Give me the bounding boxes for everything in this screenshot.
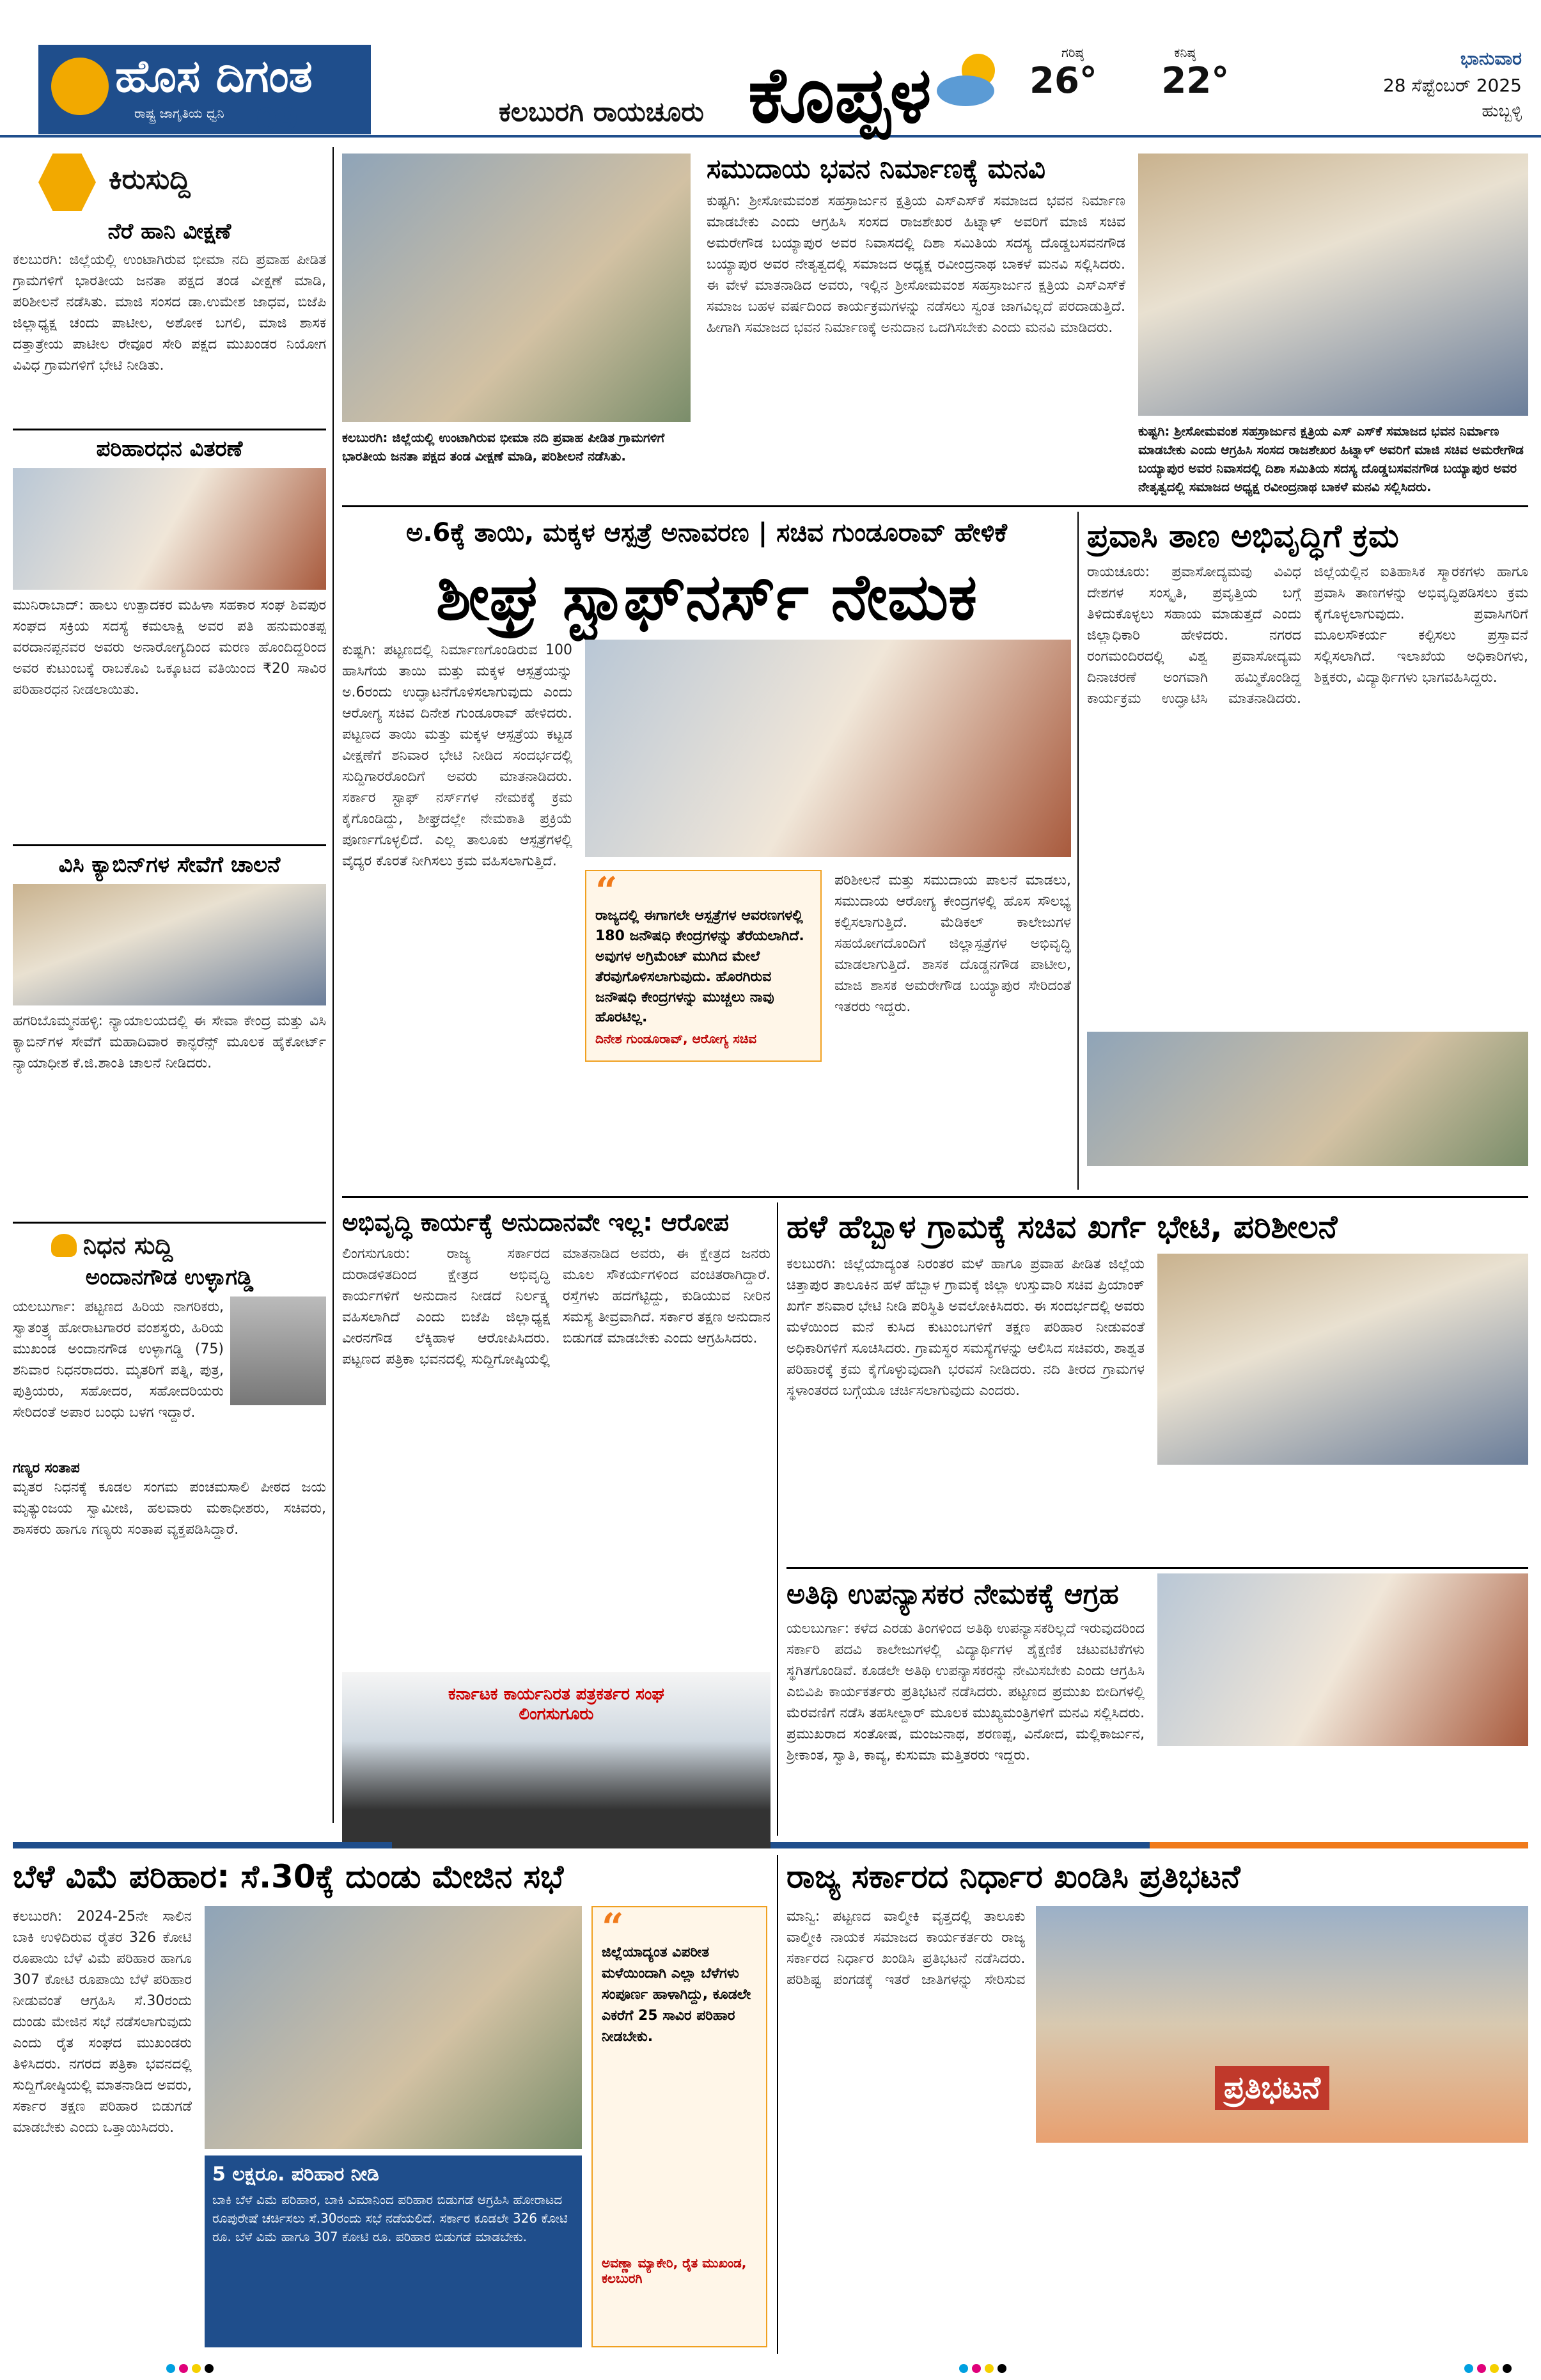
story-headline[interactable]: ಹಳೆ ಹೆಬ್ಬಾಳ ಗ್ರಾಮಕ್ಕೆ ಸಚಿವ ಖರ್ಗೆ ಭೇಟಿ, ಪರಿಶೀಲನೆ [786, 1208, 1338, 1245]
column-divider [777, 1855, 778, 2354]
obituary-section-title: ನಿಧನ ಸುದ್ದಿ [83, 1231, 173, 1260]
lead-headline[interactable]: ಶೀಘ್ರ ಸ್ಟಾಫ್‌ನರ್ಸ್ ನೇಮಕ [435, 560, 978, 634]
news-photo [205, 1906, 582, 2149]
print-registration-marks [166, 2363, 217, 2376]
sidebar-item-headline[interactable]: ವಿಸಿ ಕ್ಯಾಬಿನ್‌ಗಳ ಸೇವೆಗೆ ಚಾಲನೆ [13, 844, 326, 878]
masthead [0, 0, 1541, 138]
sidebar [13, 144, 326, 1820]
sidebar-section-title: ಕಿರುಸುದ್ದಿ [109, 163, 191, 196]
pull-quote [585, 870, 822, 1062]
paper-tagline: ರಾಷ್ಟ್ರ ಜಾಗೃತಿಯ ಧ್ವನಿ [134, 106, 224, 121]
news-photo [585, 640, 1071, 857]
community-photo-box [1138, 154, 1528, 499]
lead-body-1: ಕುಷ್ಟಗಿ: ಪಟ್ಟಣದಲ್ಲಿ ನಿರ್ಮಾಣಗೊಂಡಿರುವ 100 ಹಾಸಿಗೆಯ ತಾಯಿ ಮತ್ತು ಮಕ್ಕಳ ಆಸ್ಪತ್ರೆಯನ್ನು ಅ.6ರಂದು ಉದ್ಘಾಟನೆಗೊಳಿಸಲಾಗುವುದು ಎಂದು ಆರೋಗ್ಯ ಸಚಿವ ದಿನೇಶ ಗುಂಡೂರಾವ್ ಹೇಳಿದರು. ಪಟ್ಟಣದ ತಾಯಿ ಮತ್ತು ಮಕ್ಕಳ ಆಸ್ಪತ್ರೆಯ ಕಟ್ಟಡ ವೀಕ್ಷಣೆಗೆ ಶನಿವಾರ ಭೇಟಿ ನೀಡಿದ ಸಂದರ್ಭದಲ್ಲಿ ಸುದ್ದಿಗಾರರೊಂದಿಗೆ ಅವರು ಮಾತನಾಡಿದರು. ಸರ್ಕಾರ ಸ್ಟಾಫ್ ನರ್ಸ್‌ಗಳ ನೇಮಕಕ್ಕೆ ಕ್ರಮ ಕೈಗೊಂಡಿದ್ದು, ಶೀಘ್ರದಲ್ಲೇ ನೇಮಕಾತಿ ಪ್ರಕ್ರಿಯೆ ಪೂರ್ಣಗೊಳ್ಳಲಿದೆ. ಎಲ್ಲ ತಾಲೂಕು ಆಸ್ಪತ್ರೆಗಳಲ್ಲಿ ವೈದ್ಯರ ಕೊರತೆ ನೀಗಿಸಲು ಕ್ರಮ ವಹಿಸಲಾಗುತ್ತಿದೆ. [342, 642, 572, 869]
column-divider [1077, 512, 1079, 1190]
quote-attribution: ಅವಣ್ಣಾ ಮ್ಯಾಕೇರಿ, ರೈತ ಮುಖಂಡ, ಕಲಬುರಗಿ [602, 2255, 747, 2286]
story-community-hall [707, 147, 1125, 499]
quote-mark-icon: “ [602, 1905, 624, 1950]
temp-max-label: ಗರಿಷ್ಠ [1061, 45, 1084, 60]
news-photo [1138, 154, 1528, 416]
edition-district: ಕೊಪ್ಪಳ [748, 51, 932, 140]
print-registration-marks [959, 2363, 1010, 2376]
story-headline[interactable]: ಅತಿಥಿ ಉಪನ್ಯಾಸಕರ ನೇಮಕಕ್ಕೆ ಆಗ್ರಹ [786, 1578, 1119, 1611]
news-photo [342, 1672, 770, 1845]
row-divider [786, 1567, 1528, 1569]
obituary-body: ಯಲಬುರ್ಗಾ: ಪಟ್ಟಣದ ಹಿರಿಯ ನಾಗರಿಕರು, ಸ್ವಾತಂತ್ರ್ಯ ಹೋರಾಟಗಾರರ ವಂಶಸ್ಥರು, ಹಿರಿಯ ಮುಖಂಡ ಅಂದಾನಗೌಡ ಉಳ್ಳಾಗಡ್ಡಿ (75) ಶನಿವಾರ ನಿಧನರಾದರು. ಮೃತರಿಗೆ ಪತ್ನಿ, ಪುತ್ರ, ಪುತ್ರಿಯರು, ಸಹೋದರ, ಸಹೋದರಿಯರು ಸೇರಿದಂತೆ ಅಪಾರ ಬಂಧು ಬಳಗ ಇದ್ದಾರೆ. [13, 1299, 224, 1421]
temp-min-label: ಕನಿಷ್ಠ [1174, 45, 1196, 60]
story-protest [786, 1855, 1528, 2354]
quote-attribution: ದಿನೇಶ ಗುಂಡೂರಾವ್, ಆರೋಗ್ಯ ಸಚಿವ [595, 1031, 757, 1046]
section-bar [13, 1842, 1528, 1848]
news-photo [13, 468, 326, 590]
sidebar-item-body: ಹಗರಿಬೊಮ್ಮನಹಳ್ಳಿ: ನ್ಯಾಯಾಲಯದಲ್ಲಿ ಈ ಸೇವಾ ಕೇಂದ್ರ ಮತ್ತು ವಿಸಿ ಕ್ಯಾಬಿನ್‌ಗಳ ಸೇವೆಗೆ ಮಹಾದಿವಾರ ಕಾನ್ಫರೆನ್ಸ್ ಮೂಲಕ ಹೈಕೋರ್ಟ್ ನ್ಯಾಯಾಧೀಶ ಕೆ.ಜಿ.ಶಾಂತಿ ಚಾಲನೆ ನೀಡಿದರು. [13, 1013, 326, 1072]
sidebar-header [13, 144, 326, 214]
edition-cities: ಕಲಬುರಗಿ ರಾಯಚೂರು [499, 96, 704, 127]
story-headline[interactable]: ಸಮುದಾಯ ಭವನ ನಿರ್ಮಾಣಕ್ಕೆ ಮನವಿ [707, 153, 1046, 184]
temp-min: 22° [1161, 60, 1230, 102]
row-divider [342, 1196, 1528, 1198]
lamp-icon [51, 1234, 77, 1257]
lead-story [342, 512, 1071, 1190]
story-flood [342, 154, 691, 499]
row-divider [342, 505, 1528, 507]
tribute-body: ಮೃತರ ನಿಧನಕ್ಕೆ ಕೂಡಲ ಸಂಗಮ ಪಂಚಮಸಾಲಿ ಪೀಠದ ಜಯ ಮೃತ್ಯುಂಜಯ ಸ್ವಾಮೀಜಿ, ಹಲವಾರು ಮಠಾಧೀಶರು, ಸಚಿವರು, ಶಾಸಕರು ಹಾಗೂ ಗಣ್ಯರು ಸಂತಾಪ ವ್ಯಕ್ತಪಡಿಸಿದ್ದಾರೆ. [13, 1479, 326, 1538]
temperature-block [1017, 45, 1324, 102]
obituary-header [13, 1222, 326, 1261]
sidebar-item-headline[interactable]: ನೆರೆ ಹಾನಿ ವೀಕ್ಷಣೆ [107, 219, 231, 244]
partly-cloudy-icon [934, 45, 1010, 115]
quote-text: ರಾಜ್ಯದಲ್ಲಿ ಈಗಾಗಲೇ ಆಸ್ಪತ್ರೆಗಳ ಆವರಣಗಳಲ್ಲಿ 180 ಜನೌಷಧಿ ಕೇಂದ್ರಗಳನ್ನು ತೆರೆಯಲಾಗಿದೆ. ಅವುಗಳ ಅಗ್ರಿಮೆಂಟ್ ಮುಗಿದ ಮೇಲೆ ತೆರವುಗೊಳಿಸಲಾಗುವುದು. ಹೊರಗಿರುವ ಜನೌಷಧಿ ಕೇಂದ್ರಗಳನ್ನು ಮುಚ್ಚಲು ನಾವು ಹೊರಟಿಲ್ಲ. [595, 908, 804, 1026]
story-body: ಮಾನ್ವಿ: ಪಟ್ಟಣದ ವಾಲ್ಮೀಕಿ ವೃತ್ತದಲ್ಲಿ ತಾಲೂಕು ವಾಲ್ಮೀಕಿ ನಾಯಕ ಸಮಾಜದ ಕಾರ್ಯಕರ್ತರು ರಾಜ್ಯ ಸರ್ಕಾರದ ನಿರ್ಧಾರ ಖಂಡಿಸಿ ಪ್ರತಿಭಟನೆ ನಡೆಸಿದರು. ಪರಿಶಿಷ್ಟ ಪಂಗಡಕ್ಕೆ ಇತರೆ ಜಾತಿಗಳನ್ನು ಸೇರಿಸುವ [786, 1909, 1026, 1988]
issue-date: 28 ಸೆಪ್ಟೆಂಬರ್ 2025 [1382, 75, 1522, 96]
sidebar-item-body: ಕಲಬುರಗಿ: ಜಿಲ್ಲೆಯಲ್ಲಿ ಉಂಟಾಗಿರುವ ಭೀಮಾ ನದಿ ಪ್ರವಾಹ ಪೀಡಿತ ಗ್ರಾಮಗಳಿಗೆ ಭಾರತೀಯ ಜನತಾ ಪಕ್ಷದ ತಂಡ ವೀಕ್ಷಣೆ ಮಾಡಿ, ಪರಿಶೀಲನೆ ನಡೆಸಿತು. ಮಾಜಿ ಸಂಸದ ಡಾ.ಉಮೇಶ ಜಾಧವ, ಬಿಜೆಪಿ ಜಿಲ್ಲಾಧ್ಯಕ್ಷ ಚಂದು ಪಾಟೀಲ, ಅಶೋಕ ಬಗಲಿ, ಮಾಜಿ ಶಾಸಕ ದತ್ತಾತ್ರೇಯ ಪಾಟೀಲ ರೇವೂರ ಸೇರಿ ಪಕ್ಷದ ಮುಖಂಡರ ನಿಯೋಗ ವಿವಿಧ ಗ್ರಾಮಗಳಿಗೆ ಭೇಟಿ ನೀಡಿತು. [13, 252, 326, 374]
obituary-name: ಅಂದಾನಗೌಡ ಉಳ್ಳಾಗಡ್ಡಿ [85, 1265, 254, 1291]
news-photo [1157, 1254, 1528, 1465]
photo-caption: ಕುಷ್ಟಗಿ: ಶ್ರೀಸೋಮವಂಶ ಸಹಸ್ರಾರ್ಜುನ ಕ್ಷತ್ರಿಯ ಎಸ್ ಎಸ್‌ಕೆ ಸಮಾಜದ ಭವನ ನಿರ್ಮಾಣ ಮಾಡಬೇಕು ಎಂದು ಆಗ್ರಹಿಸಿ ಸಂಸದ ರಾಜಶೇಖರ ಹಿಟ್ನಾಳ್ ಅವರಿಗೆ ಮಾಜಿ ಸಚಿವ ಅಮರೇಗೌಡ ಬಯ್ಯಾಪುರ ಅವರ ನಿವಾಸದಲ್ಲಿ ದಿಶಾ ಸಮಿತಿಯ ಸದಸ್ಯ ದೊಡ್ಡಬಸವನಗೌಡ ಬಯ್ಯಾಪುರ ಅವರ ನೇತೃತ್ವದಲ್ಲಿ ಸಮಾಜದ ಅಧ್ಯಕ್ಷ ರವೀಂದ್ರನಾಥ ಬಾಕಳೆ ಮನವಿ ಸಲ್ಲಿಸಿದರು. [1138, 423, 1524, 494]
sidebar-item-headline[interactable]: ಪರಿಹಾರಧನ ವಿತರಣೆ [13, 429, 326, 462]
page-number: 09 [256, 102, 299, 138]
story-crop-insurance [13, 1855, 767, 2354]
story-headline[interactable]: ಬೆಳೆ ವಿಮೆ ಪರಿಹಾರ: ಸೆ.30ಕ್ಕೆ ದುಂಡು ಮೇಜಿನ ಸಭೆ [13, 1858, 564, 1895]
story-headline[interactable]: ಅಭಿವೃದ್ಧಿ ಕಾರ್ಯಕ್ಕೆ ಅನುದಾನವೇ ಇಲ್ಲ: ಆರೋಪ [342, 1208, 730, 1236]
date-block [1336, 48, 1522, 122]
edition-city: ಹುಬ್ಬಳ್ಳಿ [1482, 102, 1522, 121]
photo-caption-box [205, 2155, 582, 2347]
story-body: ಕಲಬುರಗಿ: 2024-25ನೇ ಸಾಲಿನ ಬಾಕಿ ಉಳಿದಿರುವ ರೈತರ 326 ಕೋಟಿ ರೂಪಾಯಿ ಬೆಳೆ ವಿಮೆ ಪರಿಹಾರ ಹಾಗೂ 307 ಕೋಟಿ ರೂಪಾಯಿ ಬೆಳೆ ಪರಿಹಾರ ನೀಡುವಂತೆ ಆಗ್ರಹಿಸಿ ಸೆ.30ರಂದು ದುಂಡು ಮೇಜಿನ ಸಭೆ ನಡೆಸಲಾಗುವುದು ಎಂದು ರೈತ ಸಂಘದ ಮುಖಂಡರು ತಿಳಿಸಿದರು. ನಗರದ ಪತ್ರಿಕಾ ಭವನದಲ್ಲಿ ಸುದ್ದಿಗೋಷ್ಠಿಯಲ್ಲಿ ಮಾತನಾಡಿದ ಅವರು, ಸರ್ಕಾರ ತಕ್ಷಣ ಪರಿಹಾರ ಬಿಡುಗಡೆ ಮಾಡಬೇಕು ಎಂದು ಒತ್ತಾಯಿಸಿದರು. [13, 1909, 192, 2136]
weekday: ಭಾನುವಾರ [1460, 48, 1522, 69]
story-headline[interactable]: ಪ್ರವಾಸಿ ತಾಣ ಅಭಿವೃದ್ಧಿಗೆ ಕ್ರಮ [1087, 517, 1399, 555]
column-divider [332, 147, 334, 1823]
quote-mark-icon: “ [595, 869, 618, 914]
logo-emblem-icon [51, 58, 109, 115]
column-divider [777, 1202, 778, 1836]
sidebar-item-body: ಮುನಿರಾಬಾದ್: ಹಾಲು ಉತ್ಪಾದಕರ ಮಹಿಳಾ ಸಹಕಾರ ಸಂಘ ಶಿವಪುರ ಸಂಘದ ಸಕ್ರಿಯ ಸದಸ್ಯೆ ಕಮಲಾಕ್ಷಿ ಅವರ ಪತಿ ಹನುಮಂತಪ್ಪ ವರದಾನಪ್ಪನವರ ಅವರು ಅನಾರೋಗ್ಯದಿಂದ ಮರಣ ಹೊಂದಿದ್ದರಿಂದ ಅವರ ಕುಟುಂಬಕ್ಕೆ ರಾಬಕೊವಿ ಒಕ್ಕೂಟದ ವತಿಯಿಂದ ₹20 ಸಾವಿರ ಪರಿಹಾರಧನ ನೀಡಲಾಯಿತು. [13, 597, 326, 698]
news-photo [1087, 1032, 1528, 1166]
story-kharge [786, 1202, 1528, 1561]
paper-name: ಹೊಸ ದಿಗಂತ [115, 50, 313, 102]
story-body: ಕಲಬುರಗಿ: ಜಿಲ್ಲೆಯಾದ್ಯಂತ ನಿರಂತರ ಮಳೆ ಹಾಗೂ ಪ್ರವಾಹ ಪೀಡಿತ ಜಿಲ್ಲೆಯ ಚಿತ್ತಾಪುರ ತಾಲೂಕಿನ ಹಳೆ ಹೆಬ್ಬಾಳ ಗ್ರಾಮಕ್ಕೆ ಜಿಲ್ಲಾ ಉಸ್ತುವಾರಿ ಸಚಿವ ಪ್ರಿಯಾಂಕ್ ಖರ್ಗೆ ಶನಿವಾರ ಭೇಟಿ ನೀಡಿ ಪರಿಸ್ಥಿತಿ ಅವಲೋಕಿಸಿದರು. ಈ ಸಂದರ್ಭದಲ್ಲಿ ಅವರು ಮಳೆಯಿಂದ ಮನೆ ಕುಸಿದ ಕುಟುಂಬಗಳಿಗೆ ತಕ್ಷಣ ಪರಿಹಾರ ನೀಡುವಂತೆ ಅಧಿಕಾರಿಗಳಿಗೆ ಸೂಚಿಸಿದರು. ಗ್ರಾಮಸ್ಥರ ಸಮಸ್ಯೆಗಳನ್ನು ಆಲಿಸಿದ ಸಚಿವರು, ಶಾಶ್ವತ ಪರಿಹಾರಕ್ಕೆ ಕ್ರಮ ಕೈಗೊಳ್ಳುವುದಾಗಿ ಭರವಸೆ ನೀಡಿದರು. ನದಿ ತೀರದ ಗ್ರಾಮಗಳ ಸ್ಥಳಾಂತರದ ಬಗ್ಗೆಯೂ ಚರ್ಚಿಸಲಾಗುವುದು ಎಂದರು. [786, 1256, 1145, 1399]
protest-banner: ಪ್ರತಿಭಟನೆ [1215, 2066, 1329, 2110]
story-lecturers [786, 1573, 1528, 1836]
quote-text: ಜಿಲ್ಲೆಯಾದ್ಯಂತ ವಿಪರೀತ ಮಳೆಯಿಂದಾಗಿ ಎಲ್ಲಾ ಬೆಳೆಗಳು ಸಂಪೂರ್ಣ ಹಾಳಾಗಿದ್ದು, ಕೂಡಲೇ ಎಕರೆಗೆ 25 ಸಾವಿರ ಪರಿಹಾರ ನೀಡಬೇಕು. [602, 1944, 751, 2045]
news-photo [342, 154, 691, 422]
temp-max: 26° [1029, 60, 1097, 102]
lead-kicker: ಅ.6ಕ್ಕೆ ತಾಯಿ, ಮಕ್ಕಳ ಆಸ್ಪತ್ರೆ ಅನಾವರಣ | ಸಚಿವ ಗುಂಡೂರಾವ್ ಹೇಳಿಕೆ [406, 518, 1007, 548]
pull-quote [591, 1906, 767, 2347]
photo-caption-title: 5 ಲಕ್ಷರೂ. ಪರಿಹಾರ ನೀಡಿ [212, 2163, 379, 2186]
story-body: ಕುಷ್ಟಗಿ: ಶ್ರೀಸೋಮವಂಶ ಸಹಸ್ರಾರ್ಜುನ ಕ್ಷತ್ರಿಯ ಎಸ್‌ಎಸ್‌ಕೆ ಸಮಾಜದ ಭವನ ನಿರ್ಮಾಣ ಮಾಡಬೇಕು ಎಂದು ಆಗ್ರಹಿಸಿ ಸಂಸದ ರಾಜಶೇಖರ ಹಿಟ್ನಾಳ್ ಅವರಿಗೆ ಮಾಜಿ ಸಚಿವ ಅಮರೇಗೌಡ ಬಯ್ಯಾಪುರ ಅವರ ನಿವಾಸದಲ್ಲಿ ದಿಶಾ ಸಮಿತಿಯ ಸದಸ್ಯ ದೊಡ್ಡಬಸವನಗೌಡ ಬಯ್ಯಾಪುರ ಅವರ ನೇತೃತ್ವದಲ್ಲಿ ಸಮಾಜದ ಅಧ್ಯಕ್ಷ ರವೀಂದ್ರನಾಥ ಬಾಕಳೆ ಮನವಿ ಸಲ್ಲಿಸಿದರು. ಈ ವೇಳೆ ಮಾತನಾಡಿದ ಅವರು, ಇಲ್ಲಿನ ಶ್ರೀಸೋಮವಂಶ ಸಹಸ್ರಾರ್ಜುನ ಕ್ಷತ್ರಿಯ ಎಸ್‌ಎಸ್‌ಕೆ ಸಮಾಜ ಬಹಳ ವರ್ಷದಿಂದ ಕಾರ್ಯಕ್ರಮಗಳನ್ನು ನಡೆಸಲು ಸ್ವಂತ ಜಾಗವಿಲ್ಲದೆ ಪರದಾಡುತ್ತಿದೆ. ಹೀಗಾಗಿ ಸಮಾಜದ ಭವನ ನಿರ್ಮಾಣಕ್ಕೆ ಅನುದಾನ ಒದಗಿಸಬೇಕು ಎಂದು ಮನವಿ ಮಾಡಿದರು. [707, 193, 1125, 336]
photo-caption-body: ಬಾಕಿ ಬೆಳೆ ವಿಮೆ ಪರಿಹಾರ, ಬಾಕಿ ವಿಮಾನಿಂದ ಪರಿಹಾರ ಬಿಡುಗಡೆ ಆಗ್ರಹಿಸಿ ಹೋರಾಟದ ರೂಪುರೇಷೆ ಚರ್ಚಿಸಲು ಸೆ.30ರಂದು ಸಭೆ ನಡೆಯಲಿದೆ. ಸರ್ಕಾರ ಕೂಡಲೇ 326 ಕೋಟಿ ರೂ. ಬೆಳೆ ವಿಮೆ ಹಾಗೂ 307 ಕೋಟಿ ರೂ. ಪರಿಹಾರ ಬಿಡುಗಡೆ ಮಾಡಬೇಕು. [212, 2192, 568, 2244]
story-body: ರಾಯಚೂರು: ಪ್ರವಾಸೋದ್ಯಮವು ವಿವಿಧ ದೇಶಗಳ ಸಂಸ್ಕೃತಿ, ಪ್ರವೃತ್ತಿಯ ಬಗ್ಗೆ ತಿಳಿದುಕೊಳ್ಳಲು ಸಹಾಯ ಮಾಡುತ್ತದೆ ಎಂದು ಜಿಲ್ಲಾಧಿಕಾರಿ ಹೇಳಿದರು. ನಗರದ ರಂಗಮಂದಿರದಲ್ಲಿ ವಿಶ್ವ ಪ್ರವಾಸೋದ್ಯಮ ದಿನಾಚರಣೆ ಅಂಗವಾಗಿ ಹಮ್ಮಿಕೊಂಡಿದ್ದ ಕಾರ್ಯಕ್ರಮ ಉದ್ಘಾಟಿಸಿ ಮಾತನಾಡಿದರು. ಜಿಲ್ಲೆಯಲ್ಲಿನ ಐತಿಹಾಸಿಕ ಸ್ಮಾರಕಗಳು ಹಾಗೂ ಪ್ರವಾಸಿ ತಾಣಗಳನ್ನು ಅಭಿವೃದ್ಧಿಪಡಿಸಲು ಕ್ರಮ ಕೈಗೊಳ್ಳಲಾಗುವುದು. ಪ್ರವಾಸಿಗರಿಗೆ ಮೂಲಸೌಕರ್ಯ ಕಲ್ಪಿಸಲು ಪ್ರಸ್ತಾವನೆ ಸಲ್ಲಿಸಲಾಗಿದೆ. ಇಲಾಖೆಯ ಅಧಿಕಾರಿಗಳು, ಶಿಕ್ಷಕರು, ವಿದ್ಯಾರ್ಥಿಗಳು ಭಾಗವಹಿಸಿದ್ದರು. [1087, 563, 1528, 707]
press-banner: ಕರ್ನಾಟಕ ಕಾರ್ಯನಿರತ ಪತ್ರಕರ್ತರ ಸಂಘ ಲಿಂಗಸುಗೂರು [448, 1684, 664, 1724]
story-grant [342, 1202, 770, 1836]
story-body: ಯಲಬುರ್ಗಾ: ಕಳೆದ ಎರಡು ತಿಂಗಳಿಂದ ಅತಿಥಿ ಉಪನ್ಯಾಸಕರಿಲ್ಲದೆ ಇರುವುದರಿಂದ ಸರ್ಕಾರಿ ಪದವಿ ಕಾಲೇಜುಗಳಲ್ಲಿ ವಿದ್ಯಾರ್ಥಿಗಳ ಶೈಕ್ಷಣಿಕ ಚಟುವಟಿಕೆಗಳು ಸ್ಥಗಿತಗೊಂಡಿವೆ. ಕೂಡಲೇ ಅತಿಥಿ ಉಪನ್ಯಾಸಕರನ್ನು ನೇಮಿಸಬೇಕು ಎಂದು ಆಗ್ರಹಿಸಿ ಎಬಿವಿಪಿ ಕಾರ್ಯಕರ್ತರು ಪ್ರತಿಭಟನೆ ನಡೆಸಿದರು. ಪಟ್ಟಣದ ಪ್ರಮುಖ ಬೀದಿಗಳಲ್ಲಿ ಮೆರವಣಿಗೆ ನಡೆಸಿ ತಹಸೀಲ್ದಾರ್ ಮೂಲಕ ಮುಖ್ಯಮಂತ್ರಿಗಳಿಗೆ ಮನವಿ ಸಲ್ಲಿಸಿದರು. ಪ್ರಮುಖರಾದ ಸಂತೋಷ, ಮಂಜುನಾಥ, ಶರಣಪ್ಪ, ವಿನೋದ, ಮಲ್ಲಿಕಾರ್ಜುನ, ಶ್ರೀಕಾಂತ, ಸ್ವಾತಿ, ಕಾವ್ಯ, ಕುಸುಮಾ ಮತ್ತಿತರರು ಇದ್ದರು. [786, 1621, 1145, 1763]
print-registration-marks [1464, 2363, 1515, 2376]
obituary-portrait [230, 1296, 326, 1405]
news-photo [1157, 1573, 1528, 1746]
paper-logo[interactable] [38, 45, 371, 134]
tribute-title: ಗಣ್ಯರ ಸಂತಾಪ [13, 1460, 80, 1477]
news-photo [13, 884, 326, 1005]
lead-body-2: ಪರಿಶೀಲನೆ ಮತ್ತು ಸಮುದಾಯ ಪಾಲನೆ ಮಾಡಲು, ಸಮುದಾಯ ಆರೋಗ್ಯ ಕೇಂದ್ರಗಳಲ್ಲಿ ಹೊಸ ಸೌಲಭ್ಯ ಕಲ್ಪಿಸಲಾಗುತ್ತಿದೆ. ಮೆಡಿಕಲ್ ಕಾಲೇಜುಗಳ ಸಹಯೋಗದೊಂದಿಗೆ ಜಿಲ್ಲಾಸ್ಪತ್ರೆಗಳ ಅಭಿವೃದ್ಧಿ ಮಾಡಲಾಗುತ್ತಿದೆ. ಶಾಸಕ ದೊಡ್ಡನಗೌಡ ಪಾಟೀಲ, ಮಾಜಿ ಶಾಸಕ ಅಮರೇಗೌಡ ಬಯ್ಯಾಪುರ ಸೇರಿದಂತೆ ಇತರರು ಇದ್ದರು. [834, 872, 1071, 1015]
story-headline[interactable]: ರಾಜ್ಯ ಸರ್ಕಾರದ ನಿರ್ಧಾರ ಖಂಡಿಸಿ ಪ್ರತಿಭಟನೆ [786, 1858, 1240, 1895]
photo-caption: ಕಲಬುರಗಿ: ಜಿಲ್ಲೆಯಲ್ಲಿ ಉಂಟಾಗಿರುವ ಭೀಮಾ ನದಿ ಪ್ರವಾಹ ಪೀಡಿತ ಗ್ರಾಮಗಳಿಗೆ ಭಾರತೀಯ ಜನತಾ ಪಕ್ಷದ ತಂಡ ವೀಕ್ಷಣೆ ಮಾಡಿ, ಪರಿಶೀಲನೆ ನಡೆಸಿತು. [342, 430, 665, 464]
pointing-hand-icon [38, 154, 96, 211]
story-body: ಲಿಂಗಸುಗೂರು: ರಾಜ್ಯ ಸರ್ಕಾರದ ದುರಾಡಳಿತದಿಂದ ಕ್ಷೇತ್ರದ ಅಭಿವೃದ್ಧಿ ಕಾರ್ಯಗಳಿಗೆ ಅನುದಾನ ನೀಡದೆ ನಿರ್ಲಕ್ಷ್ಯ ವಹಿಸಲಾಗಿದೆ ಎಂದು ಬಿಜೆಪಿ ಜಿಲ್ಲಾಧ್ಯಕ್ಷ ವೀರನಗೌಡ ಲೆಕ್ಕಿಹಾಳ ಆರೋಪಿಸಿದರು. ಪಟ್ಟಣದ ಪತ್ರಿಕಾ ಭವನದಲ್ಲಿ ಸುದ್ದಿಗೋಷ್ಠಿಯಲ್ಲಿ ಮಾತನಾಡಿದ ಅವರು, ಈ ಕ್ಷೇತ್ರದ ಜನರು ಮೂಲ ಸೌಕರ್ಯಗಳಿಂದ ವಂಚಿತರಾಗಿದ್ದಾರೆ. ರಸ್ತೆಗಳು ಹದಗೆಟ್ಟಿದ್ದು, ಕುಡಿಯುವ ನೀರಿನ ಸಮಸ್ಯೆ ತೀವ್ರವಾಗಿದೆ. ಸರ್ಕಾರ ತಕ್ಷಣ ಅನುದಾನ ಬಿಡುಗಡೆ ಮಾಡಬೇಕು ಎಂದು ಆಗ್ರಹಿಸಿದರು. [342, 1245, 770, 1367]
story-tourism [1087, 512, 1528, 1190]
news-photo [1036, 1906, 1528, 2143]
